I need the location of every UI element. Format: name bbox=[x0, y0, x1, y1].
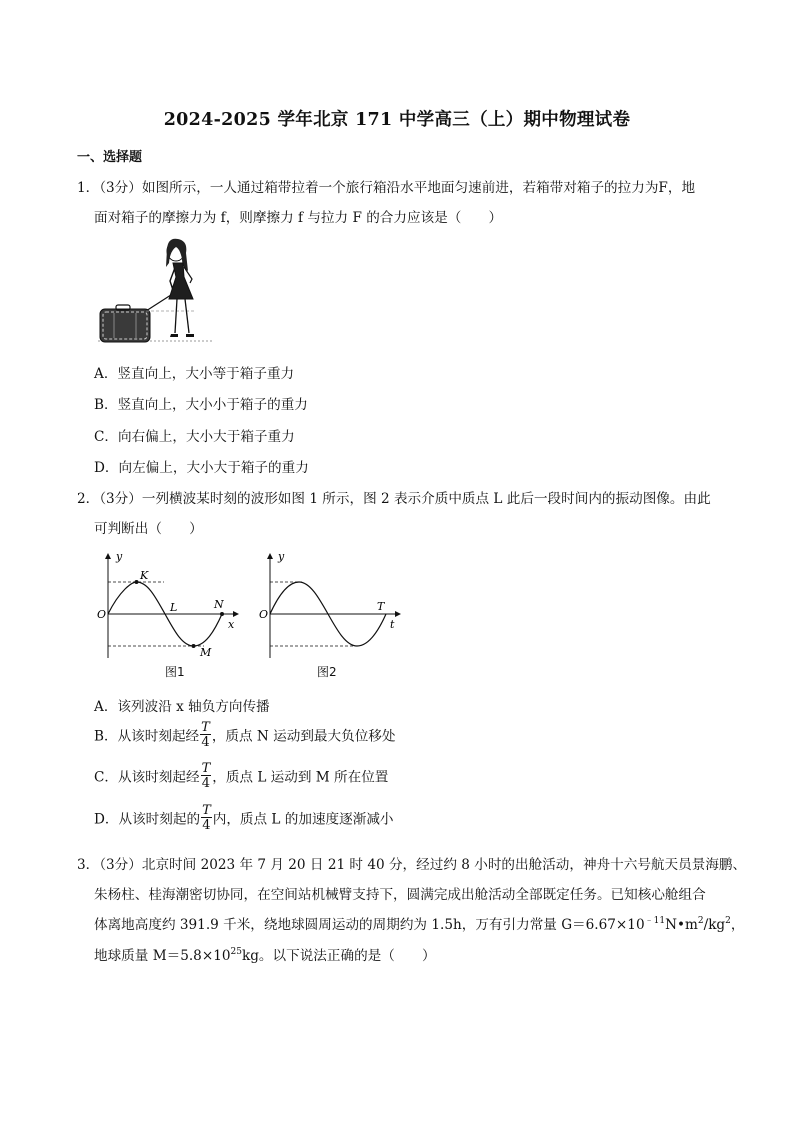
fig2-caption: 图2 bbox=[317, 665, 337, 679]
fig1-n-label: N bbox=[214, 598, 224, 611]
q3-exponent-mass: 25 bbox=[230, 947, 242, 957]
q2-option-d bbox=[94, 803, 394, 834]
q1-option-b: B．竖直向上，大小小于箱子的重力 bbox=[94, 397, 308, 413]
fig2-period-label: T bbox=[377, 600, 385, 613]
q2-option-b-prefix: B．从该时刻起经 bbox=[94, 728, 200, 745]
fig1-origin-label: O bbox=[97, 608, 107, 621]
q3-mass-text: 地球质量 M＝5.8×10 bbox=[94, 948, 231, 964]
fig1-y-label: y bbox=[116, 550, 123, 563]
fraction-t-over-4: $\frac{T}{4}$ bbox=[201, 761, 211, 791]
q3-line3 bbox=[94, 913, 744, 933]
q3-comma: ， bbox=[730, 917, 745, 933]
q2-option-b-suffix: ，质点 N 运动到最大负位移处 bbox=[211, 728, 396, 745]
q1-option-d: D．向左偏上，大小大于箱子的重力 bbox=[94, 460, 309, 476]
q3-line4 bbox=[94, 944, 436, 964]
fig2-t-label: t bbox=[390, 618, 395, 631]
q3-exponent-g: ﹣11 bbox=[644, 916, 666, 926]
fig1-x-label: x bbox=[228, 618, 235, 631]
fraction-t-over-4: $\frac{T}{4}$ bbox=[201, 720, 210, 750]
fraction-t-over-4: $\frac{T}{4}$ bbox=[202, 803, 211, 833]
q2-option-c-prefix: C．从该时刻起经 bbox=[94, 769, 200, 786]
fig2-y-label: y bbox=[278, 550, 285, 563]
fig1-caption: 图1 bbox=[165, 665, 185, 679]
fig1-k-label: K bbox=[140, 569, 149, 582]
q3-exponent-kg: 2 bbox=[725, 916, 731, 926]
q1-option-a: A．竖直向上，大小等于箱子重力 bbox=[94, 366, 295, 382]
q3-line1: 3．（3分）北京时间 2023 年 7 月 20 日 21 时 40 分，经过约 8 小时的出舱活动，神舟十六号航天员景海鹏、 bbox=[77, 857, 747, 873]
page-title: 2024-2025 学年北京 171 中学高三（上）期中物理试卷 bbox=[163, 110, 631, 130]
suitcase-illustration bbox=[96, 237, 216, 347]
q1-line1: 1．（3分）如图所示，一人通过箱带拉着一个旅行箱沿水平地面匀速前进，若箱带对箱子的拉力为F，地 bbox=[77, 180, 696, 196]
wave-figure-1 bbox=[96, 548, 246, 662]
q2-option-a: A．该列波沿 x 轴负方向传播 bbox=[94, 699, 270, 715]
fig1-m-label: M bbox=[200, 646, 212, 659]
q3-line3-text: 体离地高度约 391.9 千米，绕地球圆周运动的周期约为 1.5h，万有引力常量 G＝6.67×10 bbox=[94, 917, 645, 933]
q2-option-c bbox=[94, 761, 389, 792]
q2-option-d-prefix: D．从该时刻起的 bbox=[94, 811, 201, 828]
q1-line2: 面对箱子的摩擦力为 f，则摩擦力 f 与拉力 F 的合力应该是（ ） bbox=[94, 210, 503, 226]
q1-option-c: C．向右偏上，大小大于箱子重力 bbox=[94, 429, 295, 445]
q2-option-d-suffix: 内，质点 L 的加速度逐渐减小 bbox=[212, 811, 394, 828]
q3-line2: 朱杨柱、桂海潮密切协同，在空间站机械臂支持下，圆满完成出舱活动全部既定任务。已知核心舱组合 bbox=[94, 887, 706, 903]
fig2-origin-label: O bbox=[259, 608, 269, 621]
q3-unit-kg: /kg bbox=[703, 917, 726, 933]
section-heading: 一、选择题 bbox=[77, 150, 143, 165]
q2-line2: 可判断出（ ） bbox=[94, 521, 203, 537]
q2-option-b bbox=[94, 720, 396, 751]
q2-option-c-suffix: ，质点 L 运动到 M 所在位置 bbox=[212, 769, 389, 786]
fig1-l-label: L bbox=[170, 601, 178, 614]
wave-figure-2 bbox=[258, 548, 406, 662]
q2-line1: 2．（3分）一列横波某时刻的波形如图 1 所示，图 2 表示介质中质点 L 此后一段时间内的振动图像。由此 bbox=[77, 491, 711, 507]
q3-exponent-m: 2 bbox=[697, 916, 704, 926]
q3-question-text: kg。以下说法正确的是（ ） bbox=[241, 948, 436, 964]
q3-unit-nm: N•m bbox=[665, 917, 698, 933]
